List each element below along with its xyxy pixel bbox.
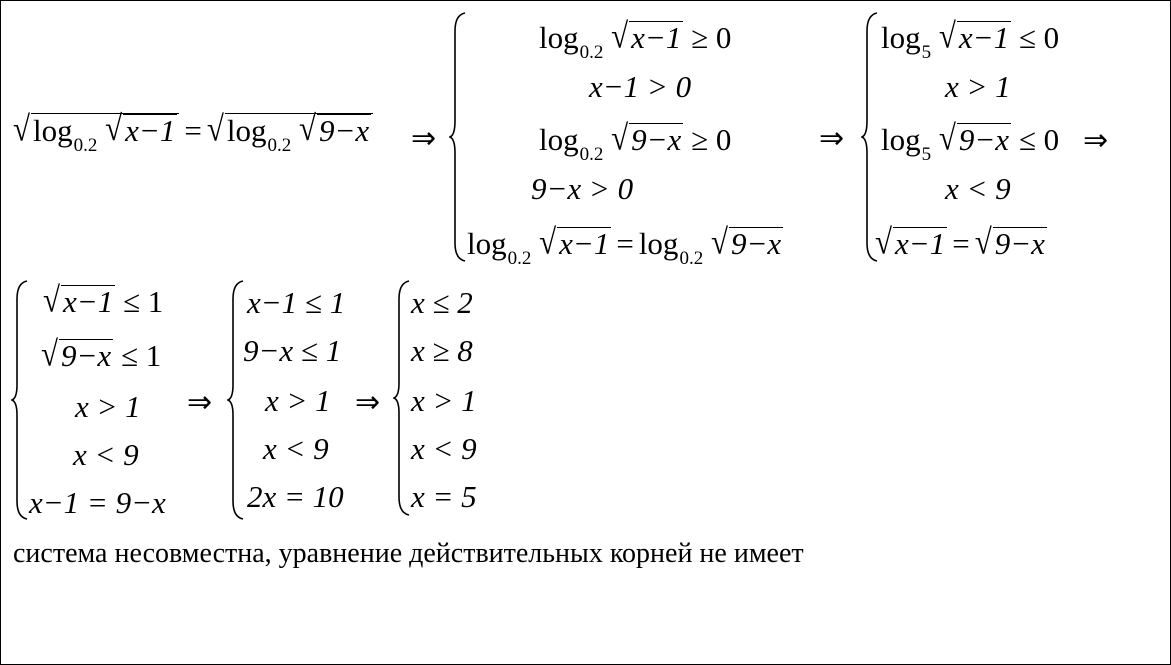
implies-arrow-2: ⇒	[819, 121, 845, 156]
system-1-row-1: $\log_{0.2} √x-1 \ge 0$	[539, 15, 732, 63]
system-4-row-3: x > 1	[265, 383, 331, 418]
system-3-row-5: x−1 = 9−x	[29, 485, 166, 520]
brace-system-5	[393, 279, 411, 517]
implies-arrow-5: ⇒	[355, 385, 381, 420]
system-4-row-1: x−1 ≤ 1	[247, 285, 346, 320]
system-1-row-5: $\log_{0.2} √x-1 = \log_{0.2} √9-x$	[467, 221, 782, 269]
system-3-row-2: √9−x ≤ 1	[41, 333, 162, 374]
outer-radical-right: $√\log_{0.2}$ √9−x	[207, 113, 373, 148]
system-5-row-5: x = 5	[411, 479, 477, 514]
system-2-row-1: $\log_5 √x-1 \le 0$	[881, 15, 1060, 63]
system-3-row-1: √x−1 ≤ 1	[43, 279, 164, 320]
system-2-row-5: √x−1 = √9−x	[875, 221, 1045, 262]
brace-system-3	[11, 279, 29, 521]
system-2-row-4: x < 9	[945, 171, 1011, 206]
system-5-row-1: x ≤ 2	[411, 285, 473, 320]
system-4-row-4: x < 9	[263, 431, 329, 466]
system-4-row-5: 2x = 10	[247, 479, 344, 514]
implies-arrow-4: ⇒	[187, 385, 213, 420]
brace-system-1	[449, 11, 467, 263]
system-2-row-3: $\log_5 √9-x \le 0$	[881, 117, 1060, 165]
main-equation: $√\log_{0.2}$ $√x-1 = √\log_{0.2}$ √9−x	[13, 113, 373, 148]
system-5-row-2: x ≥ 8	[411, 333, 473, 368]
system-1-row-2: x−1 > 0	[589, 69, 692, 104]
implies-arrow-1: ⇒	[411, 121, 437, 156]
system-3-row-4: x < 9	[73, 437, 139, 472]
system-2-row-2: x > 1	[945, 69, 1011, 104]
system-3-row-3: x > 1	[75, 389, 141, 424]
implies-arrow-3: ⇒	[1083, 123, 1109, 158]
system-1-row-3: $\log_{0.2} √9-x \ge 0$	[539, 117, 732, 165]
system-5-row-3: x > 1	[411, 383, 477, 418]
system-4-row-2: 9−x ≤ 1	[243, 333, 342, 368]
brace-system-4	[227, 279, 245, 521]
conclusion-text: система несовместна, уравнение действительных корней не имеет	[13, 538, 804, 569]
system-1-row-4: 9−x > 0	[531, 171, 634, 206]
outer-radical-left: $√\log_{0.2}$ √x−1	[13, 113, 179, 148]
system-5-row-4: x < 9	[411, 431, 477, 466]
